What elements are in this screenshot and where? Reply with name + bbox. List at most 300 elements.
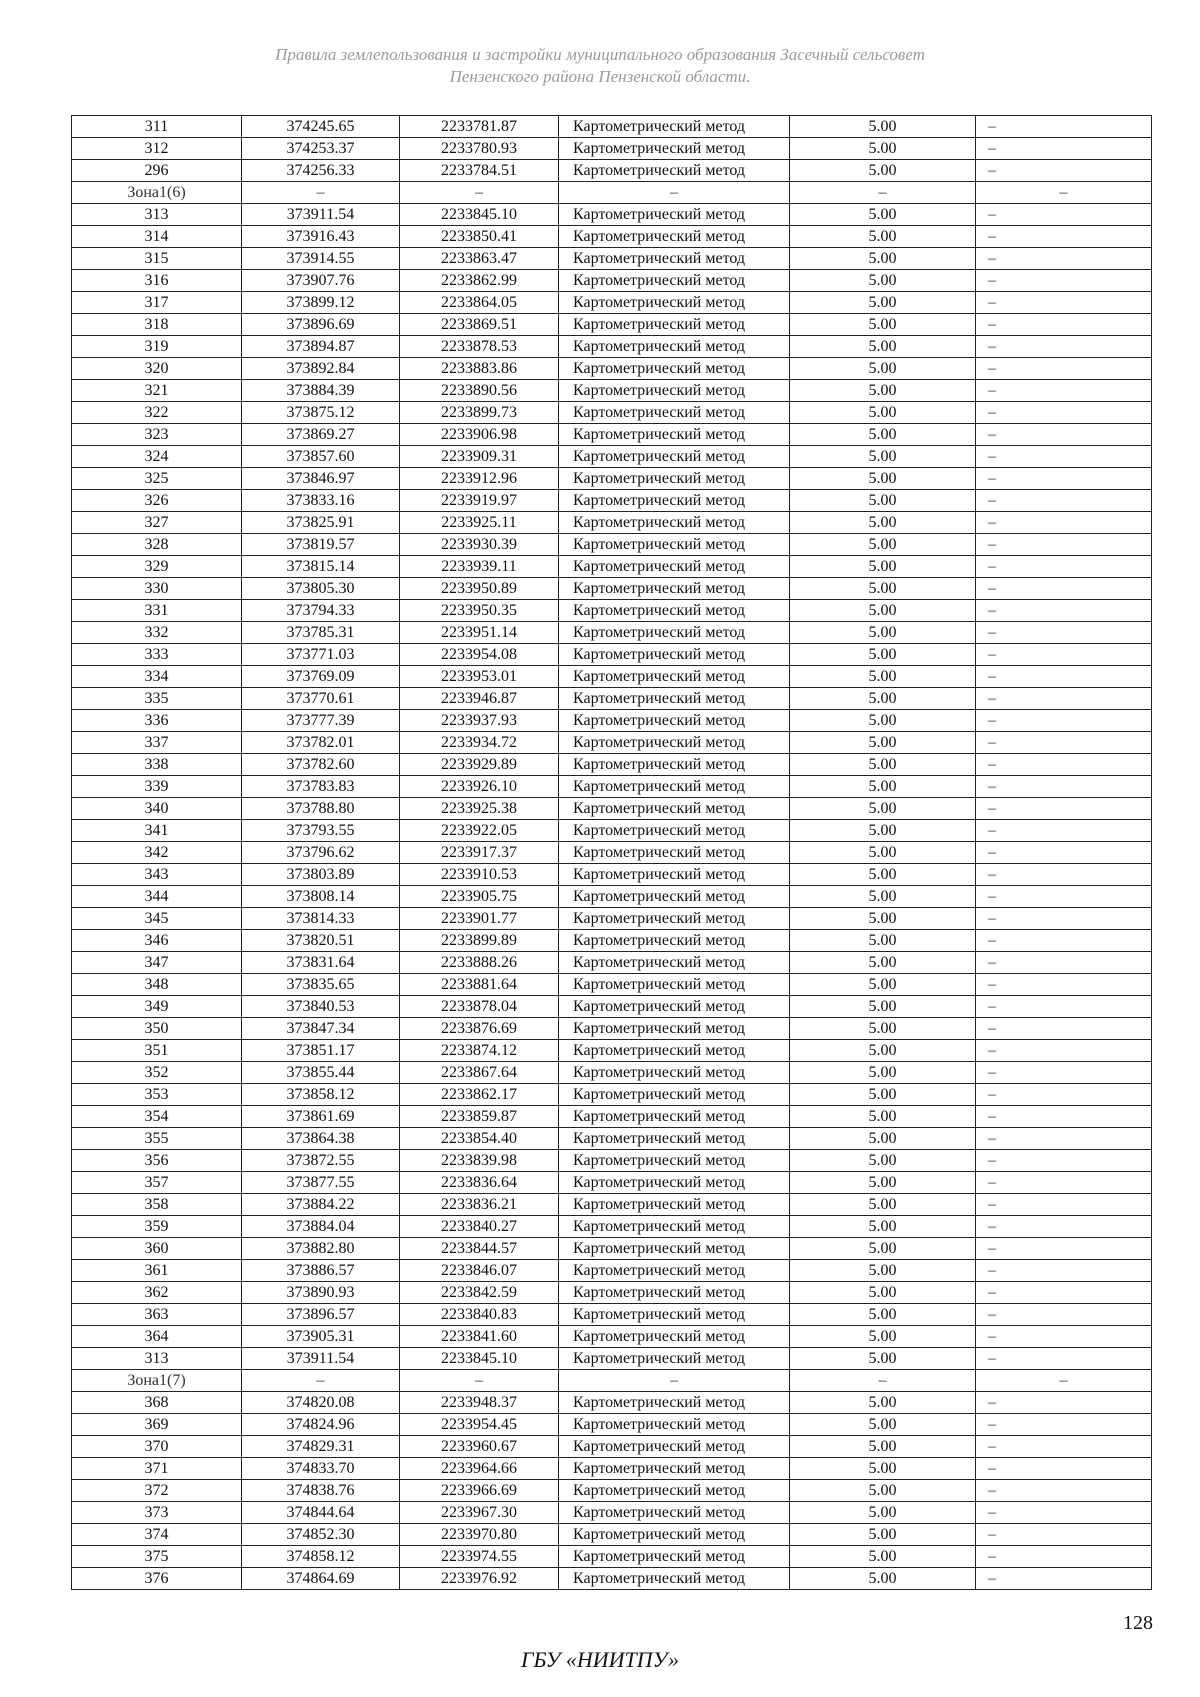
table-row <box>72 380 1152 402</box>
note-cell: – <box>976 1128 1152 1150</box>
y-coordinate-cell: 2233976.92 <box>400 1568 559 1590</box>
x-coordinate-cell: 373884.22 <box>242 1194 400 1216</box>
table-row <box>72 1040 1152 1062</box>
y-coordinate-cell: 2233934.72 <box>400 732 559 754</box>
y-coordinate-cell: 2233922.05 <box>400 820 559 842</box>
method-cell: Картометрический метод <box>559 578 790 600</box>
point-number-cell: 341 <box>72 820 242 842</box>
method-cell: Картометрический метод <box>559 314 790 336</box>
point-number-cell: 346 <box>72 930 242 952</box>
table-body <box>72 116 1152 1590</box>
method-cell: Картометрический метод <box>559 270 790 292</box>
accuracy-cell: 5.00 <box>790 1546 976 1568</box>
point-number-cell: 354 <box>72 1106 242 1128</box>
note-cell: – <box>976 490 1152 512</box>
y-coordinate-cell: 2233781.87 <box>400 116 559 138</box>
note-cell: – <box>976 380 1152 402</box>
point-number-cell: Зона1(6) <box>72 182 242 204</box>
y-coordinate-cell: 2233844.57 <box>400 1238 559 1260</box>
accuracy-cell: 5.00 <box>790 1304 976 1326</box>
note-cell: – <box>976 138 1152 160</box>
x-coordinate-cell: 373777.39 <box>242 710 400 732</box>
x-coordinate-cell: 373899.12 <box>242 292 400 314</box>
method-cell: Картометрический метод <box>559 688 790 710</box>
method-cell: Картометрический метод <box>559 1568 790 1590</box>
method-cell: Картометрический метод <box>559 1084 790 1106</box>
y-coordinate-cell: 2233966.69 <box>400 1480 559 1502</box>
y-coordinate-cell: 2233850.41 <box>400 226 559 248</box>
point-number-cell: 359 <box>72 1216 242 1238</box>
y-coordinate-cell: 2233863.47 <box>400 248 559 270</box>
x-coordinate-cell: 373914.55 <box>242 248 400 270</box>
y-coordinate-cell: – <box>400 1370 559 1392</box>
point-number-cell: 323 <box>72 424 242 446</box>
point-number-cell: 316 <box>72 270 242 292</box>
table-row <box>72 446 1152 468</box>
accuracy-cell: 5.00 <box>790 1128 976 1150</box>
header-line-2: Пензенского района Пензенской области. <box>449 67 751 86</box>
zone-row <box>72 1370 1152 1392</box>
method-cell: Картометрический метод <box>559 1150 790 1172</box>
x-coordinate-cell: 373858.12 <box>242 1084 400 1106</box>
note-cell: – <box>976 622 1152 644</box>
y-coordinate-cell: 2233862.17 <box>400 1084 559 1106</box>
note-cell: – <box>976 600 1152 622</box>
y-coordinate-cell: 2233960.67 <box>400 1436 559 1458</box>
table-row <box>72 710 1152 732</box>
method-cell: Картометрический метод <box>559 1018 790 1040</box>
y-coordinate-cell: 2233951.14 <box>400 622 559 644</box>
x-coordinate-cell: 373840.53 <box>242 996 400 1018</box>
table-row <box>72 1480 1152 1502</box>
note-cell: – <box>976 1326 1152 1348</box>
point-number-cell: 349 <box>72 996 242 1018</box>
x-coordinate-cell: 373855.44 <box>242 1062 400 1084</box>
point-number-cell: 338 <box>72 754 242 776</box>
method-cell: Картометрический метод <box>559 930 790 952</box>
note-cell: – <box>976 578 1152 600</box>
x-coordinate-cell: 373890.93 <box>242 1282 400 1304</box>
method-cell: Картометрический метод <box>559 1040 790 1062</box>
accuracy-cell: 5.00 <box>790 1084 976 1106</box>
y-coordinate-cell: 2233842.59 <box>400 1282 559 1304</box>
table-row <box>72 490 1152 512</box>
table-row <box>72 732 1152 754</box>
x-coordinate-cell: 373814.33 <box>242 908 400 930</box>
y-coordinate-cell: 2233919.97 <box>400 490 559 512</box>
table-row <box>72 1216 1152 1238</box>
point-number-cell: 348 <box>72 974 242 996</box>
method-cell: Картометрический метод <box>559 600 790 622</box>
point-number-cell: 353 <box>72 1084 242 1106</box>
method-cell: Картометрический метод <box>559 1128 790 1150</box>
accuracy-cell: 5.00 <box>790 952 976 974</box>
table-row <box>72 1326 1152 1348</box>
note-cell: – <box>976 1524 1152 1546</box>
note-cell: – <box>976 1348 1152 1370</box>
point-number-cell: 320 <box>72 358 242 380</box>
method-cell: Картометрический метод <box>559 160 790 182</box>
x-coordinate-cell: 373820.51 <box>242 930 400 952</box>
note-cell: – <box>976 1106 1152 1128</box>
point-number-cell: 362 <box>72 1282 242 1304</box>
x-coordinate-cell: 374852.30 <box>242 1524 400 1546</box>
accuracy-cell: 5.00 <box>790 292 976 314</box>
note-cell: – <box>976 710 1152 732</box>
accuracy-cell: 5.00 <box>790 1150 976 1172</box>
table-row <box>72 996 1152 1018</box>
note-cell: – <box>976 688 1152 710</box>
accuracy-cell: 5.00 <box>790 1436 976 1458</box>
x-coordinate-cell: 373884.04 <box>242 1216 400 1238</box>
x-coordinate-cell: 373882.80 <box>242 1238 400 1260</box>
method-cell: Картометрический метод <box>559 1172 790 1194</box>
method-cell: Картометрический метод <box>559 908 790 930</box>
method-cell: Картометрический метод <box>559 1458 790 1480</box>
y-coordinate-cell: – <box>400 182 559 204</box>
method-cell: Картометрический метод <box>559 380 790 402</box>
x-coordinate-cell: 373911.54 <box>242 1348 400 1370</box>
note-cell: – <box>976 226 1152 248</box>
point-number-cell: 337 <box>72 732 242 754</box>
y-coordinate-cell: 2233862.99 <box>400 270 559 292</box>
point-number-cell: 370 <box>72 1436 242 1458</box>
method-cell: Картометрический метод <box>559 1502 790 1524</box>
table-row <box>72 1018 1152 1040</box>
method-cell: Картометрический метод <box>559 1348 790 1370</box>
y-coordinate-cell: 2233876.69 <box>400 1018 559 1040</box>
table-row <box>72 776 1152 798</box>
note-cell: – <box>976 556 1152 578</box>
accuracy-cell: 5.00 <box>790 468 976 490</box>
accuracy-cell: 5.00 <box>790 1414 976 1436</box>
y-coordinate-cell: 2233881.64 <box>400 974 559 996</box>
note-cell: – <box>976 1194 1152 1216</box>
table-row <box>72 116 1152 138</box>
point-number-cell: 361 <box>72 1260 242 1282</box>
table-row <box>72 1502 1152 1524</box>
note-cell: – <box>976 1304 1152 1326</box>
note-cell: – <box>976 1546 1152 1568</box>
point-number-cell: 369 <box>72 1414 242 1436</box>
point-number-cell: 342 <box>72 842 242 864</box>
table-row <box>72 402 1152 424</box>
method-cell: Картометрический метод <box>559 1260 790 1282</box>
note-cell: – <box>976 534 1152 556</box>
note-cell: – <box>976 798 1152 820</box>
method-cell: Картометрический метод <box>559 1524 790 1546</box>
table-row <box>72 336 1152 358</box>
table-row <box>72 314 1152 336</box>
accuracy-cell: 5.00 <box>790 908 976 930</box>
y-coordinate-cell: 2233905.75 <box>400 886 559 908</box>
y-coordinate-cell: 2233930.39 <box>400 534 559 556</box>
note-cell: – <box>976 1568 1152 1590</box>
y-coordinate-cell: 2233784.51 <box>400 160 559 182</box>
table-row <box>72 270 1152 292</box>
note-cell: – <box>976 204 1152 226</box>
x-coordinate-cell: 373782.60 <box>242 754 400 776</box>
note-cell: – <box>976 160 1152 182</box>
table-row <box>72 226 1152 248</box>
point-number-cell: 311 <box>72 116 242 138</box>
point-number-cell: 356 <box>72 1150 242 1172</box>
accuracy-cell: 5.00 <box>790 820 976 842</box>
x-coordinate-cell: 373833.16 <box>242 490 400 512</box>
method-cell: Картометрический метод <box>559 336 790 358</box>
method-cell: Картометрический метод <box>559 116 790 138</box>
x-coordinate-cell: 373875.12 <box>242 402 400 424</box>
note-cell: – <box>976 1370 1152 1392</box>
accuracy-cell: 5.00 <box>790 1260 976 1282</box>
note-cell: – <box>976 446 1152 468</box>
point-number-cell: 313 <box>72 1348 242 1370</box>
point-number-cell: 368 <box>72 1392 242 1414</box>
x-coordinate-cell: 373864.38 <box>242 1128 400 1150</box>
point-number-cell: 340 <box>72 798 242 820</box>
point-number-cell: 332 <box>72 622 242 644</box>
note-cell: – <box>976 820 1152 842</box>
footer-organization: ГБУ «НИИТПУ» <box>520 1647 680 1672</box>
point-number-cell: 321 <box>72 380 242 402</box>
accuracy-cell: 5.00 <box>790 314 976 336</box>
method-cell: Картометрический метод <box>559 644 790 666</box>
method-cell: Картометрический метод <box>559 666 790 688</box>
note-cell: – <box>976 864 1152 886</box>
method-cell: Картометрический метод <box>559 556 790 578</box>
point-number-cell: 324 <box>72 446 242 468</box>
accuracy-cell: 5.00 <box>790 688 976 710</box>
table-row <box>72 600 1152 622</box>
y-coordinate-cell: 2233845.10 <box>400 1348 559 1370</box>
accuracy-cell: 5.00 <box>790 578 976 600</box>
point-number-cell: 355 <box>72 1128 242 1150</box>
y-coordinate-cell: 2233929.89 <box>400 754 559 776</box>
accuracy-cell: 5.00 <box>790 1172 976 1194</box>
y-coordinate-cell: 2233917.37 <box>400 842 559 864</box>
method-cell: Картометрический метод <box>559 1238 790 1260</box>
accuracy-cell: 5.00 <box>790 1282 976 1304</box>
method-cell: Картометрический метод <box>559 1282 790 1304</box>
accuracy-cell: 5.00 <box>790 1194 976 1216</box>
table-row <box>72 1106 1152 1128</box>
note-cell: – <box>976 842 1152 864</box>
y-coordinate-cell: 2233948.37 <box>400 1392 559 1414</box>
note-cell: – <box>976 314 1152 336</box>
table-row <box>72 1458 1152 1480</box>
method-cell: Картометрический метод <box>559 622 790 644</box>
accuracy-cell: 5.00 <box>790 974 976 996</box>
note-cell: – <box>976 886 1152 908</box>
accuracy-cell: 5.00 <box>790 1018 976 1040</box>
x-coordinate-cell: 373819.57 <box>242 534 400 556</box>
method-cell: Картометрический метод <box>559 204 790 226</box>
point-number-cell: 330 <box>72 578 242 600</box>
accuracy-cell: 5.00 <box>790 1238 976 1260</box>
accuracy-cell: 5.00 <box>790 776 976 798</box>
table-row <box>72 1238 1152 1260</box>
y-coordinate-cell: 2233937.93 <box>400 710 559 732</box>
y-coordinate-cell: 2233899.89 <box>400 930 559 952</box>
accuracy-cell: 5.00 <box>790 996 976 1018</box>
method-cell: Картометрический метод <box>559 864 790 886</box>
method-cell: Картометрический метод <box>559 512 790 534</box>
coordinates-table-container <box>71 115 1151 1590</box>
point-number-cell: 360 <box>72 1238 242 1260</box>
method-cell: Картометрический метод <box>559 754 790 776</box>
accuracy-cell: – <box>790 1370 976 1392</box>
note-cell: – <box>976 1480 1152 1502</box>
note-cell: – <box>976 930 1152 952</box>
accuracy-cell: 5.00 <box>790 798 976 820</box>
note-cell: – <box>976 754 1152 776</box>
x-coordinate-cell: 373783.83 <box>242 776 400 798</box>
point-number-cell: 335 <box>72 688 242 710</box>
accuracy-cell: 5.00 <box>790 710 976 732</box>
zone-row <box>72 182 1152 204</box>
note-cell: – <box>976 1062 1152 1084</box>
y-coordinate-cell: 2233867.64 <box>400 1062 559 1084</box>
table-row <box>72 1084 1152 1106</box>
x-coordinate-cell: 374833.70 <box>242 1458 400 1480</box>
point-number-cell: 314 <box>72 226 242 248</box>
accuracy-cell: 5.00 <box>790 1062 976 1084</box>
x-coordinate-cell: 373805.30 <box>242 578 400 600</box>
point-number-cell: 373 <box>72 1502 242 1524</box>
method-cell: Картометрический метод <box>559 842 790 864</box>
y-coordinate-cell: 2233878.04 <box>400 996 559 1018</box>
accuracy-cell: 5.00 <box>790 358 976 380</box>
table-row <box>72 556 1152 578</box>
note-cell: – <box>976 666 1152 688</box>
point-number-cell: 327 <box>72 512 242 534</box>
accuracy-cell: 5.00 <box>790 930 976 952</box>
point-number-cell: 352 <box>72 1062 242 1084</box>
x-coordinate-cell: 373896.57 <box>242 1304 400 1326</box>
method-cell: Картометрический метод <box>559 226 790 248</box>
accuracy-cell: 5.00 <box>790 842 976 864</box>
y-coordinate-cell: 2233840.83 <box>400 1304 559 1326</box>
accuracy-cell: 5.00 <box>790 732 976 754</box>
accuracy-cell: 5.00 <box>790 226 976 248</box>
method-cell: Картометрический метод <box>559 1436 790 1458</box>
x-coordinate-cell: 373815.14 <box>242 556 400 578</box>
point-number-cell: 328 <box>72 534 242 556</box>
point-number-cell: 326 <box>72 490 242 512</box>
x-coordinate-cell: 373872.55 <box>242 1150 400 1172</box>
y-coordinate-cell: 2233888.26 <box>400 952 559 974</box>
x-coordinate-cell: 373851.17 <box>242 1040 400 1062</box>
running-header <box>0 44 1200 88</box>
point-number-cell: 315 <box>72 248 242 270</box>
note-cell: – <box>976 468 1152 490</box>
note-cell: – <box>976 402 1152 424</box>
point-number-cell: 331 <box>72 600 242 622</box>
x-coordinate-cell: 373825.91 <box>242 512 400 534</box>
note-cell: – <box>976 270 1152 292</box>
y-coordinate-cell: 2233953.01 <box>400 666 559 688</box>
table-row <box>72 1062 1152 1084</box>
y-coordinate-cell: 2233925.38 <box>400 798 559 820</box>
accuracy-cell: 5.00 <box>790 204 976 226</box>
table-row <box>72 1414 1152 1436</box>
note-cell: – <box>976 1084 1152 1106</box>
coordinates-table <box>71 115 1152 1590</box>
x-coordinate-cell: 373770.61 <box>242 688 400 710</box>
accuracy-cell: 5.00 <box>790 1106 976 1128</box>
y-coordinate-cell: 2233836.21 <box>400 1194 559 1216</box>
y-coordinate-cell: 2233859.87 <box>400 1106 559 1128</box>
point-number-cell: 371 <box>72 1458 242 1480</box>
method-cell: – <box>559 182 790 204</box>
note-cell: – <box>976 292 1152 314</box>
x-coordinate-cell: 373894.87 <box>242 336 400 358</box>
table-row <box>72 534 1152 556</box>
x-coordinate-cell: 373861.69 <box>242 1106 400 1128</box>
method-cell: Картометрический метод <box>559 1194 790 1216</box>
method-cell: Картометрический метод <box>559 1414 790 1436</box>
point-number-cell: 372 <box>72 1480 242 1502</box>
accuracy-cell: 5.00 <box>790 622 976 644</box>
x-coordinate-cell: 373803.89 <box>242 864 400 886</box>
note-cell: – <box>976 1238 1152 1260</box>
accuracy-cell: 5.00 <box>790 512 976 534</box>
table-row <box>72 1304 1152 1326</box>
x-coordinate-cell: 373886.57 <box>242 1260 400 1282</box>
point-number-cell: 322 <box>72 402 242 424</box>
table-row <box>72 138 1152 160</box>
point-number-cell: 350 <box>72 1018 242 1040</box>
method-cell: Картометрический метод <box>559 468 790 490</box>
table-row <box>72 1436 1152 1458</box>
note-cell: – <box>976 1216 1152 1238</box>
table-row <box>72 512 1152 534</box>
x-coordinate-cell: 373907.76 <box>242 270 400 292</box>
note-cell: – <box>976 996 1152 1018</box>
table-row <box>72 292 1152 314</box>
accuracy-cell: 5.00 <box>790 490 976 512</box>
method-cell: Картометрический метод <box>559 1480 790 1502</box>
accuracy-cell: 5.00 <box>790 380 976 402</box>
accuracy-cell: 5.00 <box>790 336 976 358</box>
header-line-1: Правила землепользования и застройки муниципального образования Засечный сельсовет <box>275 45 925 64</box>
accuracy-cell: 5.00 <box>790 534 976 556</box>
method-cell: Картометрический метод <box>559 1326 790 1348</box>
table-row <box>72 666 1152 688</box>
accuracy-cell: 5.00 <box>790 424 976 446</box>
x-coordinate-cell: 374838.76 <box>242 1480 400 1502</box>
method-cell: Картометрический метод <box>559 952 790 974</box>
note-cell: – <box>976 1172 1152 1194</box>
note-cell: – <box>976 1458 1152 1480</box>
x-coordinate-cell: 373847.34 <box>242 1018 400 1040</box>
note-cell: – <box>976 776 1152 798</box>
table-row <box>72 578 1152 600</box>
accuracy-cell: 5.00 <box>790 600 976 622</box>
x-coordinate-cell: 373794.33 <box>242 600 400 622</box>
x-coordinate-cell: 373808.14 <box>242 886 400 908</box>
y-coordinate-cell: 2233836.64 <box>400 1172 559 1194</box>
x-coordinate-cell: 373911.54 <box>242 204 400 226</box>
point-number-cell: 329 <box>72 556 242 578</box>
table-row <box>72 930 1152 952</box>
method-cell: Картометрический метод <box>559 1392 790 1414</box>
note-cell: – <box>976 512 1152 534</box>
method-cell: Картометрический метод <box>559 1546 790 1568</box>
method-cell: Картометрический метод <box>559 1216 790 1238</box>
y-coordinate-cell: 2233926.10 <box>400 776 559 798</box>
y-coordinate-cell: 2233845.10 <box>400 204 559 226</box>
